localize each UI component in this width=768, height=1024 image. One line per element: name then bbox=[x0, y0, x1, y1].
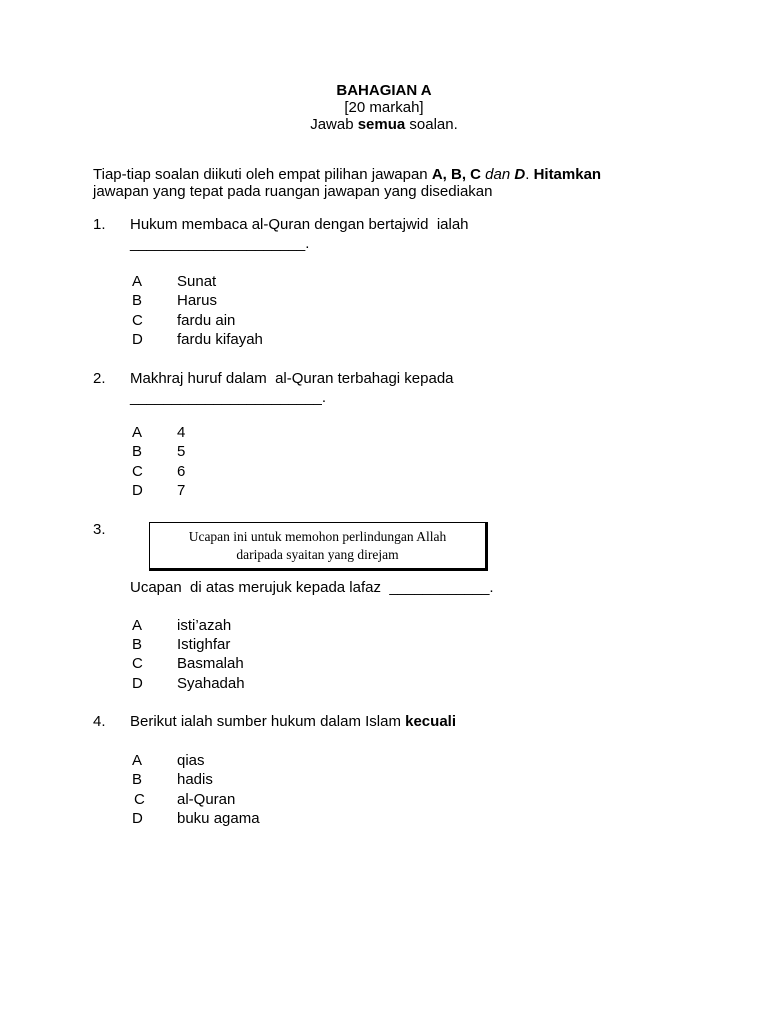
question-2-text: Makhraj huruf dalam al-Quran terbahagi kepada bbox=[130, 370, 454, 387]
q4-option-a-text: qias bbox=[177, 752, 205, 769]
answer-instruction: Jawab semua soalan. bbox=[310, 116, 458, 133]
quote-line-1: Ucapan ini untuk memohon perlindungan Allah bbox=[188, 529, 447, 544]
q3-option-a-text: isti’azah bbox=[177, 617, 232, 634]
question-3-text: Ucapan di atas merujuk kepada lafaz ____________. bbox=[130, 579, 494, 596]
q2-option-c-text: 6 bbox=[177, 463, 186, 480]
q4-option-c-letter: C bbox=[134, 791, 145, 808]
question-4-text: Berikut ialah sumber hukum dalam Islam kecuali bbox=[130, 713, 456, 730]
q3-option-d-letter: D bbox=[132, 675, 143, 692]
question-2-number: 2. bbox=[93, 370, 106, 387]
q2-option-d-text: 7 bbox=[177, 482, 186, 499]
question-1-text: Hukum membaca al-Quran dengan bertajwid ialah bbox=[130, 216, 469, 233]
q3-option-c-text: Basmalah bbox=[177, 655, 244, 672]
q1-option-b-letter: B bbox=[132, 292, 143, 309]
q1-option-a-text: Sunat bbox=[177, 273, 217, 290]
q1-option-b-text: Harus bbox=[177, 292, 218, 309]
q1-option-d-letter: D bbox=[132, 331, 143, 348]
question-4-number: 4. bbox=[93, 713, 106, 730]
marks-label: [20 markah] bbox=[344, 99, 424, 116]
q3-option-b-letter: B bbox=[132, 636, 143, 653]
quote-line-2: daripada syaitan yang direjam bbox=[236, 547, 399, 562]
q4-option-d-letter: D bbox=[132, 810, 143, 827]
question-1-number: 1. bbox=[93, 216, 106, 233]
q4-option-d-text: buku agama bbox=[177, 810, 260, 827]
q3-option-b-text: Istighfar bbox=[177, 636, 231, 653]
q4-option-a-letter: A bbox=[132, 752, 143, 769]
q2-option-a-letter: A bbox=[132, 424, 143, 441]
q1-option-a-letter: A bbox=[132, 273, 143, 290]
q1-option-c-letter: C bbox=[132, 312, 143, 329]
section-title: BAHAGIAN A bbox=[336, 82, 432, 99]
q3-option-a-letter: A bbox=[132, 617, 143, 634]
q2-option-a-text: 4 bbox=[177, 424, 186, 441]
q3-option-c-letter: C bbox=[132, 655, 143, 672]
q2-option-b-letter: B bbox=[132, 443, 143, 460]
q2-option-b-text: 5 bbox=[177, 443, 186, 460]
instructions: Tiap-tiap soalan diikuti oleh empat pilihan jawapan A, B, C dan D. Hitamkan jawapan yang tepat pada ruangan jawapan yang disediakan bbox=[93, 166, 602, 200]
q1-option-d-text: fardu kifayah bbox=[177, 331, 263, 348]
q3-option-d-text: Syahadah bbox=[177, 675, 245, 692]
quote-box bbox=[149, 522, 488, 571]
q2-option-d-letter: D bbox=[132, 482, 143, 499]
question-1-blank: _____________________. bbox=[130, 235, 310, 252]
q2-option-c-letter: C bbox=[132, 463, 143, 480]
q4-option-b-letter: B bbox=[132, 771, 143, 788]
q1-option-c-text: fardu ain bbox=[177, 312, 236, 329]
q4-option-b-text: hadis bbox=[177, 771, 213, 788]
question-2-blank: _______________________. bbox=[130, 389, 327, 406]
question-3-number: 3. bbox=[93, 521, 106, 538]
q4-option-c-text: al-Quran bbox=[177, 791, 236, 808]
